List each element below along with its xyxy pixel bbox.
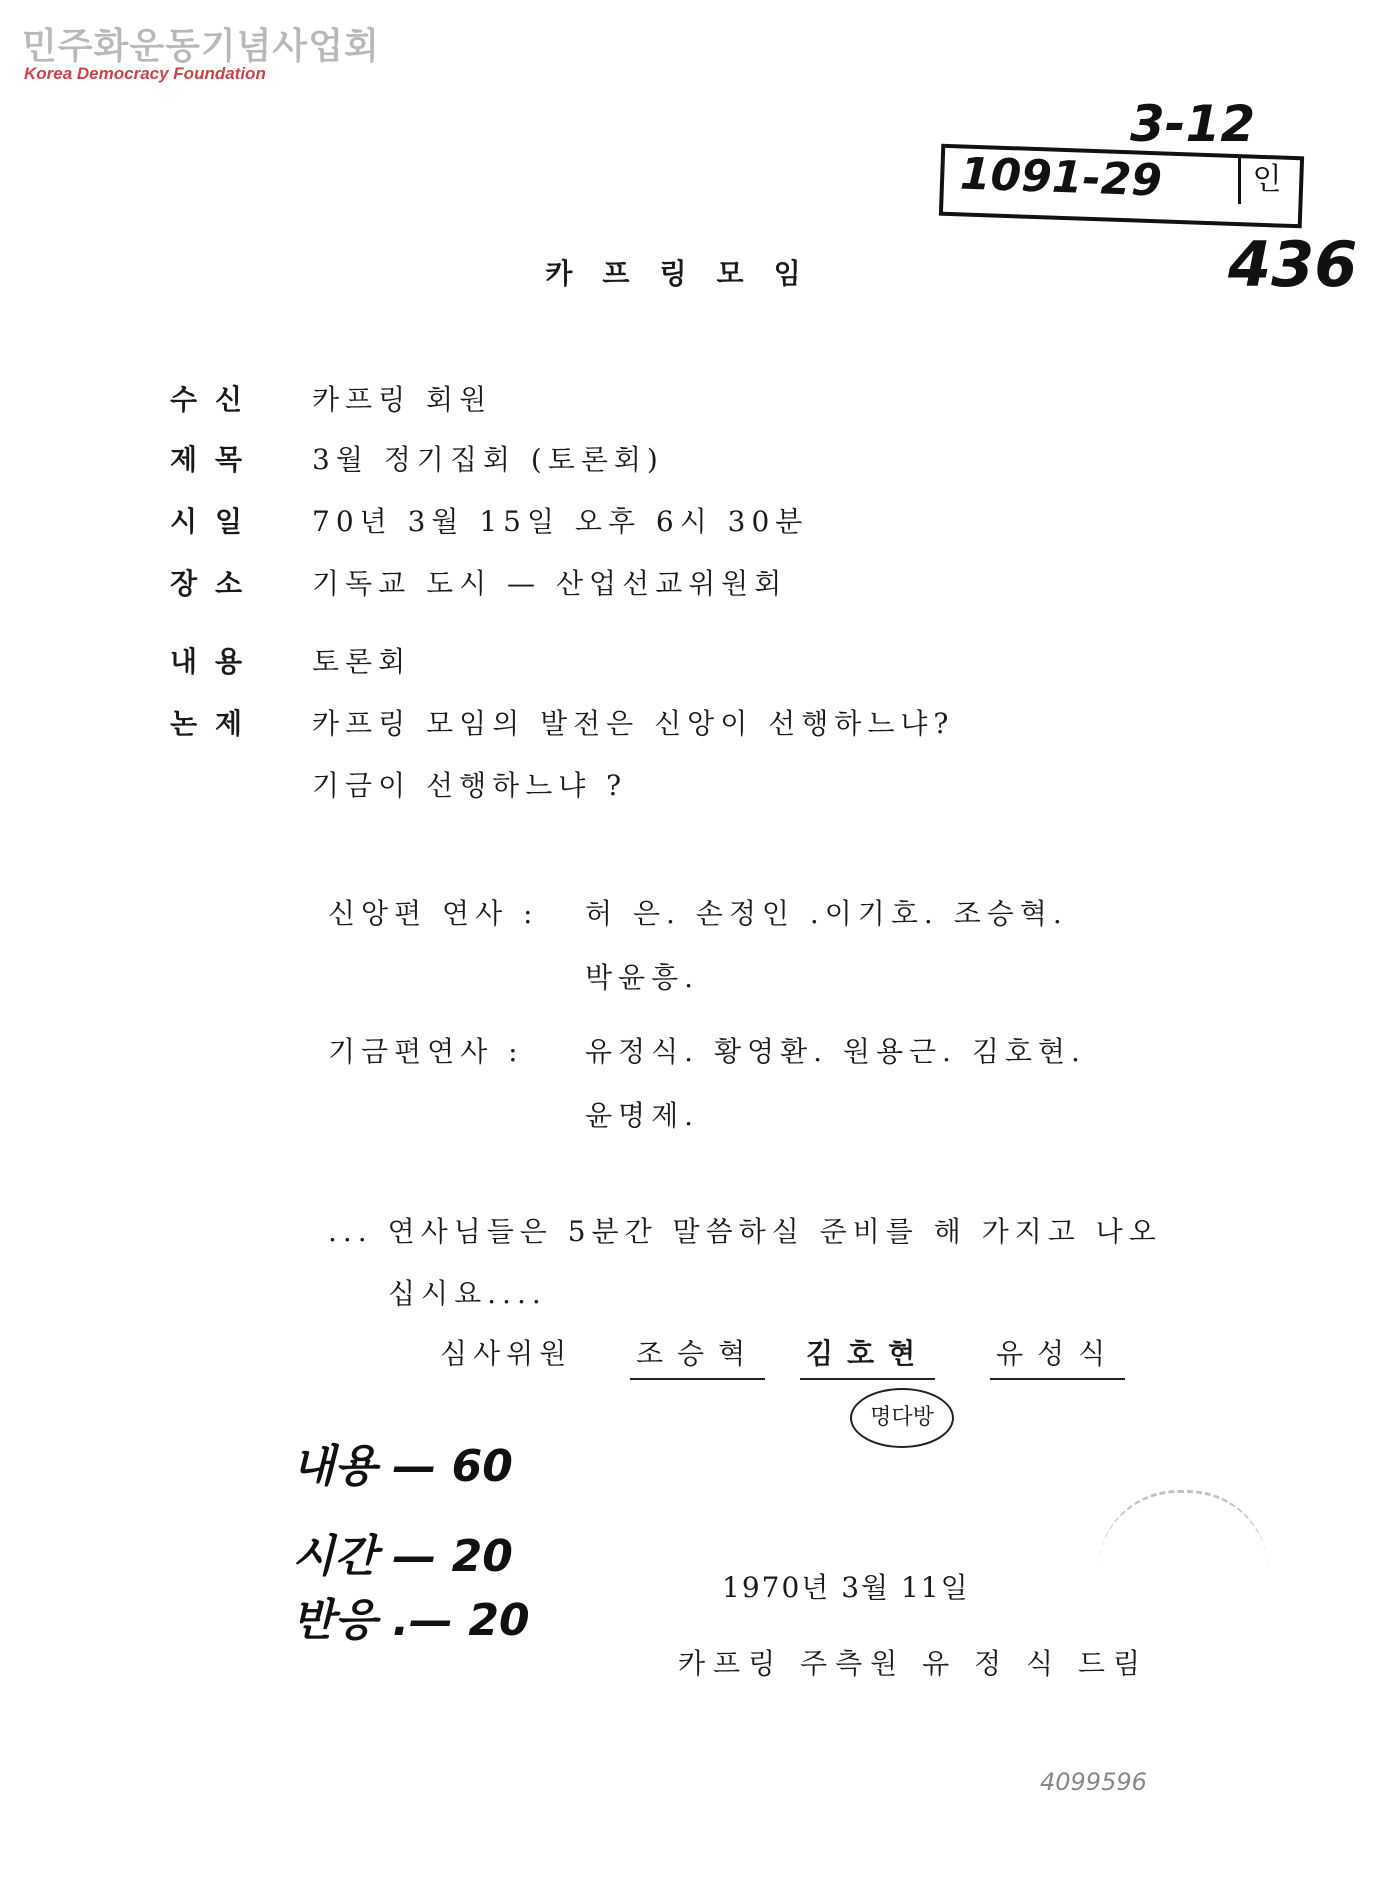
reference-page-number: 436 <box>1228 228 1358 301</box>
judge-name: 김호현 <box>800 1332 935 1380</box>
score-content: 내용 — 60 <box>292 1441 513 1492</box>
speakers-faith-label: 신앙편 연사 : <box>328 897 539 930</box>
faint-stamp <box>1098 1490 1268 1573</box>
field-value-place: 기독교 도시 — 산업선교위원회 <box>312 567 788 600</box>
speakers-fund-names-line2: 윤명제. <box>585 1099 700 1132</box>
preparation-note-line2: 십시요.... <box>388 1277 547 1310</box>
field-value-topic-line2: 기금이 선행하느냐 ? <box>312 769 628 802</box>
field-value-datetime: 70년 3월 15일 오후 6시 30분 <box>312 505 809 538</box>
preparation-note: ... 연사님들은 5분간 말씀하실 준비를 해 가지고 나오 <box>328 1215 1162 1248</box>
speakers-fund-names: 유정식. 황영환. 원용근. 김호현. <box>585 1035 1086 1068</box>
seal-stamp: 명다방 <box>850 1388 954 1448</box>
field-label-datetime: 시일 <box>170 505 261 538</box>
foundation-watermark-english: Korea Democracy Foundation <box>24 64 266 83</box>
field-value-subject: 3월 정기집회 (토론회) <box>312 443 664 476</box>
score-time: 시간 — 20 <box>292 1531 513 1582</box>
field-label-recipient: 수신 <box>170 383 261 416</box>
reference-stamp: 인 <box>1238 156 1293 204</box>
archive-number: 4099596 <box>1040 1768 1147 1796</box>
speakers-faith-names: 허 은. 손정인 .이기호. 조승혁. <box>585 897 1068 930</box>
reference-number: 1091-29 <box>959 148 1163 207</box>
field-label-subject: 제목 <box>170 443 261 476</box>
score-response: 반응 .— 20 <box>292 1595 530 1646</box>
reference-top-note: 3-12 <box>1130 95 1256 153</box>
field-label-place: 장소 <box>170 567 261 600</box>
document-date: 1970년 3월 11일 <box>722 1571 970 1604</box>
judge-name: 유성식 <box>990 1332 1125 1380</box>
speakers-faith-names-line2: 박윤흥. <box>585 961 700 994</box>
judge-name: 조승혁 <box>630 1332 765 1380</box>
speakers-fund-label: 기금편연사 : <box>328 1035 524 1068</box>
document-sender: 카프링 주측원 유 정 식 드림 <box>678 1647 1149 1680</box>
field-value-recipient: 카프링 회원 <box>312 383 493 416</box>
foundation-watermark-korean: 민주화운동기념사업회 <box>22 26 380 67</box>
field-value-topic: 카프링 모임의 발전은 신앙이 선행하느냐? <box>312 707 955 740</box>
judges-label: 심사위원 <box>440 1337 573 1370</box>
document-title: 카프링모임 <box>545 257 831 290</box>
field-label-content: 내용 <box>170 645 261 678</box>
field-label-topic: 논제 <box>170 707 261 740</box>
field-value-content: 토론회 <box>312 645 412 678</box>
